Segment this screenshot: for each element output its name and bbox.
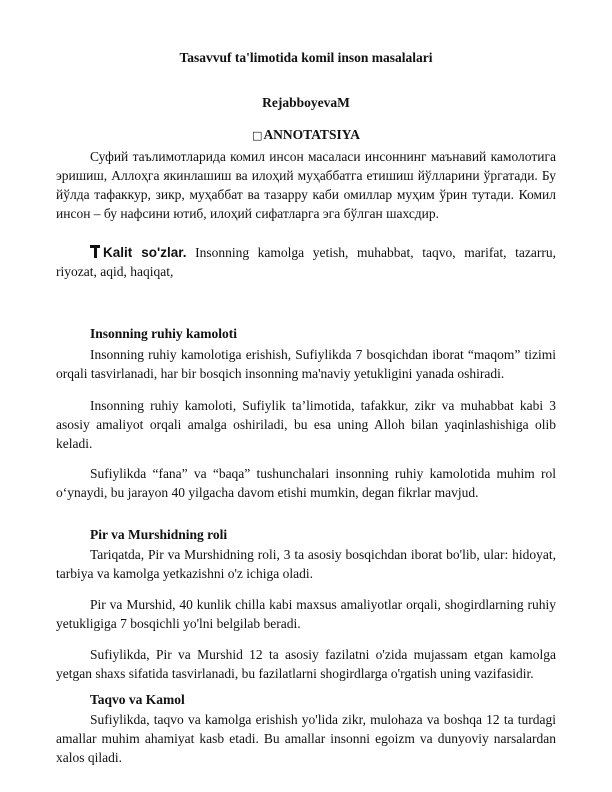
t-shaped-bullet-icon	[90, 245, 100, 258]
document-title: Tasavvuf ta'limotida komil inson masalalari	[179, 50, 433, 65]
section-paragraph: Sufiylikda “fana” va “baqa” tushunchalari insonning ruhiy kamolotida muhim rol o‘ynaydi, bu jarayon 40 yilgacha davom etishi mumkin, degan fikrlar mavjud.	[56, 466, 556, 500]
section-paragraph: Sufiylikda, taqvo va kamolga erishish yo'lida zikr, mulohaza va boshqa 12 ta turdagi amallar muhim ahamiyat kasb etadi. Bu amallar insonni egoizm va dunyoviy narsalardan xalos qiladi.	[56, 712, 556, 765]
keywords-paragraph	[56, 243, 556, 281]
annotation-heading-text: ANNOTATSIYA	[263, 127, 360, 142]
annotation-text: Суфий таълимотларида комил инсон масаласи инсоннинг маънавий камолотига эришиш, Аллоҳга якинлашиш ва илоҳий муҳаббатга етишиш йўлларини ўргатади. Бу йўлда тафаккур, зикр, муҳаббат ва тазарру каби омиллар муҳим ўрин тутади. Комил инсон – бу нафсини ютиб, илоҳий сифатларга эга бўлган шахсдир.	[56, 149, 556, 221]
section-paragraph: Insonning ruhiy kamolotiga erishish, Sufiylikda 7 bosqichdan iborat “maqom” tizimi orqali tasvirlanadi, har bir bosqich insonning ma'naviy yetukligini yanada oshiradi.	[56, 347, 556, 381]
section-heading: Pir va Murshidning roli	[90, 527, 228, 542]
missing-glyph-icon: □	[252, 129, 263, 142]
keywords-label: Kalit so'zlar.	[103, 245, 187, 260]
section-paragraph: Pir va Murshid, 40 kunlik chilla kabi maxsus amaliyotlar orqali, shogirdlarning ruhiy yetukligiga 7 bosqichli yo'lni belgilab beradi.	[56, 597, 556, 631]
section-paragraph: Tariqatda, Pir va Murshidning roli, 3 ta asosiy bosqichdan iborat bo'lib, ular: hidoyat, tarbiya va kamolga yetkazishni o'z ichiga oladi.	[56, 547, 556, 581]
author-name: RejabboyevaM	[262, 95, 350, 110]
section-paragraph: Sufiylikda, Pir va Murshid 12 ta asosiy fazilatni o'zida mujassam etgan kamolga yetgan shaxs sifatida tasvirlanadi, bu fazilatlarni shogirdlarga o'rgatish uning vazifasidir.	[56, 647, 556, 681]
section-heading: Taqvo va Kamol	[90, 692, 185, 707]
section-paragraph: Insonning ruhiy kamoloti, Sufiylik ta’limotida, tafakkur, zikr va muhabbat kabi 3 asosiy amaliyot orqali amalga oshiriladi, bu esa uning Alloh bilan yaqinlashishiga olib keladi.	[56, 398, 556, 451]
section-heading: Insonning ruhiy kamoloti	[90, 326, 238, 341]
annotation-heading	[56, 127, 556, 143]
keywords-text: Insonning kamolga yetish, muhabbat, taqvo, marifat, tazarru, riyozat, aqid, haqiqat,	[56, 245, 556, 279]
